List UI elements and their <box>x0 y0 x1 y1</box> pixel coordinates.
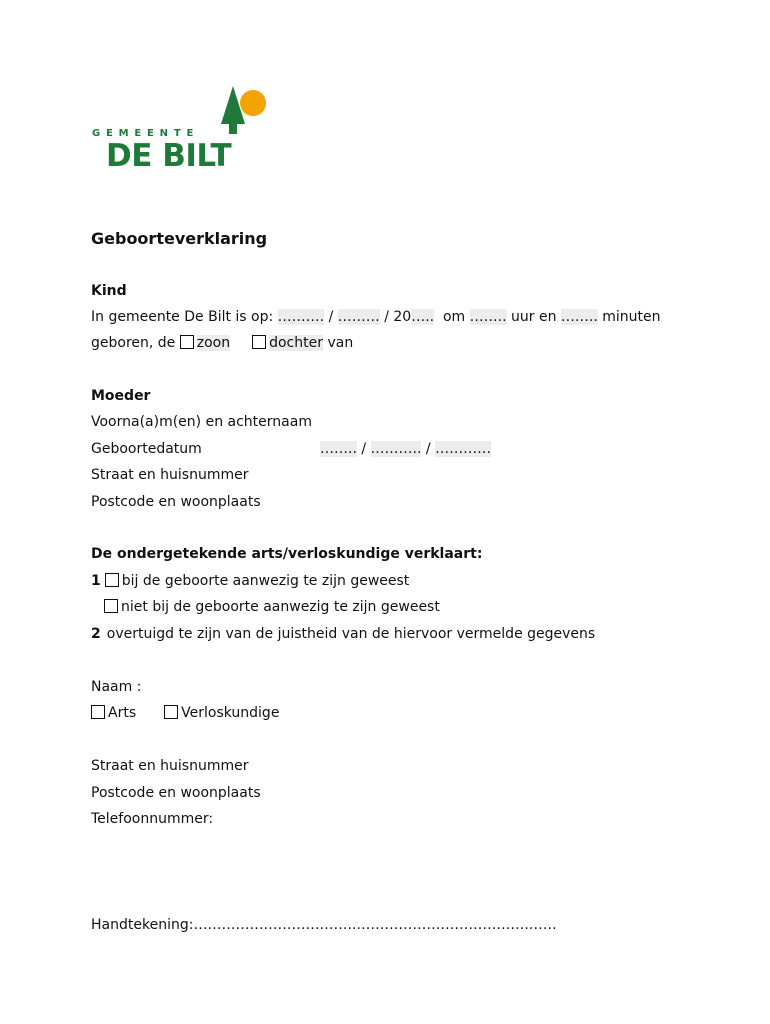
naam-label: Naam : <box>91 679 142 695</box>
moeder-name-label: Voorna(a)m(en) en achternaam <box>91 414 312 430</box>
logo-small-text: GEMEENTE <box>92 128 200 139</box>
date-separator: / <box>421 441 436 457</box>
page-title: Geboorteverklaring <box>91 229 268 248</box>
dochter-label: dochter <box>269 335 323 351</box>
birth-day-field[interactable]: ………. <box>277 309 325 325</box>
kind-date-line <box>91 307 661 327</box>
moeder-dob-label: Geboortedatum <box>91 441 202 457</box>
signer-street-label: Straat en huisnummer <box>91 758 249 774</box>
signature-line <box>91 915 557 935</box>
niet-aanwezig-label: niet bij de geboorte aanwezig te zijn geweest <box>121 599 440 615</box>
zoon-checkbox[interactable] <box>180 335 194 349</box>
dob-year-field[interactable]: ………… <box>435 441 492 457</box>
arts-checkbox[interactable] <box>91 705 105 719</box>
gemeente-de-bilt-logo <box>90 84 270 176</box>
moeder-postcode-label: Postcode en woonplaats <box>91 494 261 510</box>
item-number: 1 <box>91 573 101 589</box>
aanwezig-checkbox[interactable] <box>105 573 119 587</box>
geboren-label: geboren, de <box>91 335 180 351</box>
verloskundige-label: Verloskundige <box>181 705 280 721</box>
role-line <box>91 703 279 723</box>
arts-label: Arts <box>108 705 137 721</box>
date-separator: / <box>356 441 371 457</box>
kind-heading: Kind <box>91 283 127 299</box>
verklaring-heading: De ondergetekende arts/verloskundige verklaart: <box>91 546 483 562</box>
signer-postcode-label: Postcode en woonplaats <box>91 785 261 801</box>
moeder-dob-fields <box>320 439 491 459</box>
kind-gender-line <box>91 333 353 353</box>
signer-phone-label: Telefoonnummer: <box>91 811 214 827</box>
aanwezig-label: bij de geboorte aanwezig te zijn geweest <box>121 573 410 589</box>
kind-date-prefix: In gemeente De Bilt is op: <box>91 309 278 325</box>
signature-label: Handtekening: <box>91 917 194 933</box>
item-number: 2 <box>91 626 101 642</box>
om-label: om <box>434 309 470 325</box>
minuten-label: minuten <box>597 309 661 325</box>
moeder-street-label: Straat en huisnummer <box>91 467 249 483</box>
verklaring-option-1 <box>91 571 409 591</box>
uur-label: uur en <box>506 309 561 325</box>
logo-big-text: DE BILT <box>106 138 232 174</box>
year-prefix: / 20 <box>379 309 412 325</box>
birth-year-field[interactable]: ….. <box>411 309 435 325</box>
van-label: van <box>323 335 354 351</box>
birth-month-field[interactable]: ……… <box>337 309 380 325</box>
verklaring-option-3 <box>91 624 595 644</box>
zoon-label: zoon <box>196 335 231 351</box>
verloskundige-checkbox[interactable] <box>164 705 178 719</box>
dob-day-field[interactable]: …….. <box>320 441 357 457</box>
dob-month-field[interactable]: ……….. <box>370 441 422 457</box>
verklaring-option-2 <box>104 597 440 617</box>
birth-minute-field[interactable]: …….. <box>560 309 598 325</box>
niet-aanwezig-checkbox[interactable] <box>104 599 118 613</box>
birth-hour-field[interactable]: …….. <box>469 309 507 325</box>
date-separator: / <box>324 309 338 325</box>
dochter-checkbox[interactable] <box>252 335 266 349</box>
moeder-heading: Moeder <box>91 388 151 404</box>
overtuigd-label: overtuigd te zijn van de juistheid van de hiervoor vermelde gegevens <box>106 626 596 642</box>
signature-field[interactable]: ……………………………..……………………………….…… <box>193 917 557 933</box>
